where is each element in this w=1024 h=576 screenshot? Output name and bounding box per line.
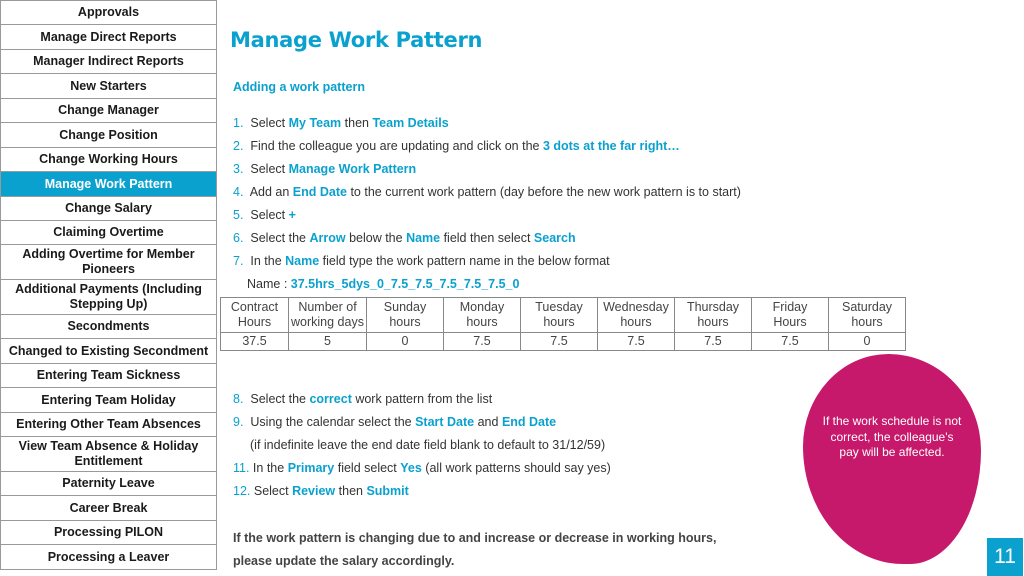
sidebar-item-change-manager[interactable]: Change Manager xyxy=(0,99,217,123)
table-header-text: Tuesday xyxy=(535,300,583,314)
sidebar-item-change-working-hours[interactable]: Change Working Hours xyxy=(0,148,217,172)
table-value-cell: 7.5 xyxy=(444,333,521,351)
sidebar-item-changed-to-existing-secondment[interactable]: Changed to Existing Secondment xyxy=(0,339,217,364)
step-7: 7. In the Name field type the work pattern name in the below format xyxy=(233,254,610,268)
sidebar-item-secondments[interactable]: Secondments xyxy=(0,315,217,339)
table-header-text: Monday xyxy=(459,300,505,314)
table-header-text: Friday xyxy=(772,300,808,314)
table-header-text: Number of xyxy=(298,300,357,314)
table-header-text: hours xyxy=(620,315,652,329)
step-4: 4. Add an End Date to the current work pattern (day before the new work pattern is to start) xyxy=(233,185,741,199)
sidebar-item-view-team-absence-holiday-entitlement[interactable]: View Team Absence & Holiday Entitlement xyxy=(0,437,217,472)
table-header-text: hours xyxy=(466,315,498,329)
table-header-text: hours xyxy=(543,315,575,329)
table-header-text: hours xyxy=(851,315,883,329)
table-value-cell: 5 xyxy=(289,333,367,351)
table-header-cell xyxy=(289,298,367,333)
table-header-cell xyxy=(221,298,289,333)
table-header-text: Contract xyxy=(230,300,279,314)
table-header-text: working days xyxy=(291,315,364,329)
table-header-text: Wednesday xyxy=(603,300,669,314)
step-11: 11. In the Primary field select Yes (all work patterns should say yes) xyxy=(233,461,611,475)
step-6: 6. Select the Arrow below the Name field then select Search xyxy=(233,231,576,245)
sidebar-item-processing-a-leaver[interactable]: Processing a Leaver xyxy=(0,545,217,570)
sidebar-item-entering-other-team-absences[interactable]: Entering Other Team Absences xyxy=(0,413,217,437)
sidebar-item-change-salary[interactable]: Change Salary xyxy=(0,197,217,221)
sidebar-item-approvals[interactable]: Approvals xyxy=(0,1,217,25)
step-9-note: (if indefinite leave the end date field blank to default to 31/12/59) xyxy=(250,438,606,452)
page-title: Manage Work Pattern xyxy=(230,28,483,52)
sidebar-nav xyxy=(0,0,217,570)
sidebar-item-new-starters[interactable]: New Starters xyxy=(0,74,217,99)
step-1: 1. Select My Team then Team Details xyxy=(233,116,449,130)
table-header-cell xyxy=(829,298,906,333)
table-header-cell xyxy=(752,298,829,333)
table-header-cell xyxy=(598,298,675,333)
salary-note-line-2: please update the salary accordingly. xyxy=(233,554,455,568)
table-header-cell xyxy=(675,298,752,333)
table-header-text: Saturday xyxy=(841,300,893,314)
table-value-cell: 37.5 xyxy=(221,333,289,351)
table-value-cell: 7.5 xyxy=(598,333,675,351)
work-pattern-table xyxy=(220,297,906,351)
sidebar-item-paternity-leave[interactable]: Paternity Leave xyxy=(0,472,217,496)
step-2: 2. Find the colleague you are updating and click on the 3 dots at the far right… xyxy=(233,139,680,153)
sidebar-item-additional-payments-including-stepping-up[interactable]: Additional Payments (Including Stepping Up) xyxy=(0,280,217,315)
table-header-text: Hours xyxy=(237,315,272,329)
sidebar-item-change-position[interactable]: Change Position xyxy=(0,123,217,148)
table-header-text: hours xyxy=(389,315,421,329)
table-header-text: Sunday xyxy=(383,300,427,314)
step-3: 3. Select Manage Work Pattern xyxy=(233,162,417,176)
step-12: 12. Select Review then Submit xyxy=(233,484,409,498)
sidebar-item-processing-pilon[interactable]: Processing PILON xyxy=(0,521,217,545)
section-subtitle: Adding a work pattern xyxy=(233,80,365,94)
table-value-cell: 7.5 xyxy=(675,333,752,351)
sidebar-item-manager-indirect-reports[interactable]: Manager Indirect Reports xyxy=(0,50,217,74)
sidebar-item-manage-work-pattern[interactable]: Manage Work Pattern xyxy=(0,172,217,197)
salary-note-line-1: If the work pattern is changing due to and increase or decrease in working hours, xyxy=(233,531,717,545)
table-header-text: hours xyxy=(697,315,729,329)
sidebar-item-entering-team-holiday[interactable]: Entering Team Holiday xyxy=(0,388,217,413)
sidebar-item-claiming-overtime[interactable]: Claiming Overtime xyxy=(0,221,217,245)
table-header-cell xyxy=(367,298,444,333)
step-8: 8. Select the correct work pattern from the list xyxy=(233,392,493,406)
table-header-text: Thursday xyxy=(686,300,740,314)
table-header-text: Hours xyxy=(773,315,807,329)
table-header-cell xyxy=(444,298,521,333)
sidebar-item-manage-direct-reports[interactable]: Manage Direct Reports xyxy=(0,25,217,50)
sidebar-item-entering-team-sickness[interactable]: Entering Team Sickness xyxy=(0,364,217,388)
table-value-cell: 0 xyxy=(829,333,906,351)
sidebar-item-adding-overtime-for-member-pioneers[interactable]: Adding Overtime for Member Pioneers xyxy=(0,245,217,280)
name-format-line: Name : 37.5hrs_5dys_0_7.5_7.5_7.5_7.5_7.5_0 xyxy=(247,277,520,291)
table-header-cell xyxy=(521,298,598,333)
step-9: 9. Using the calendar select the Start Date and End Date xyxy=(233,415,557,429)
table-value-cell: 0 xyxy=(367,333,444,351)
plus-icon: + xyxy=(288,208,296,222)
table-value-cell: 7.5 xyxy=(521,333,598,351)
table-value-cell: 7.5 xyxy=(752,333,829,351)
callout-text: If the work schedule is not correct, the colleague's pay will be affected. xyxy=(822,414,962,459)
step-5: 5. Select + xyxy=(233,208,296,222)
sidebar-item-career-break[interactable]: Career Break xyxy=(0,496,217,521)
page-number: 11 xyxy=(987,538,1023,576)
